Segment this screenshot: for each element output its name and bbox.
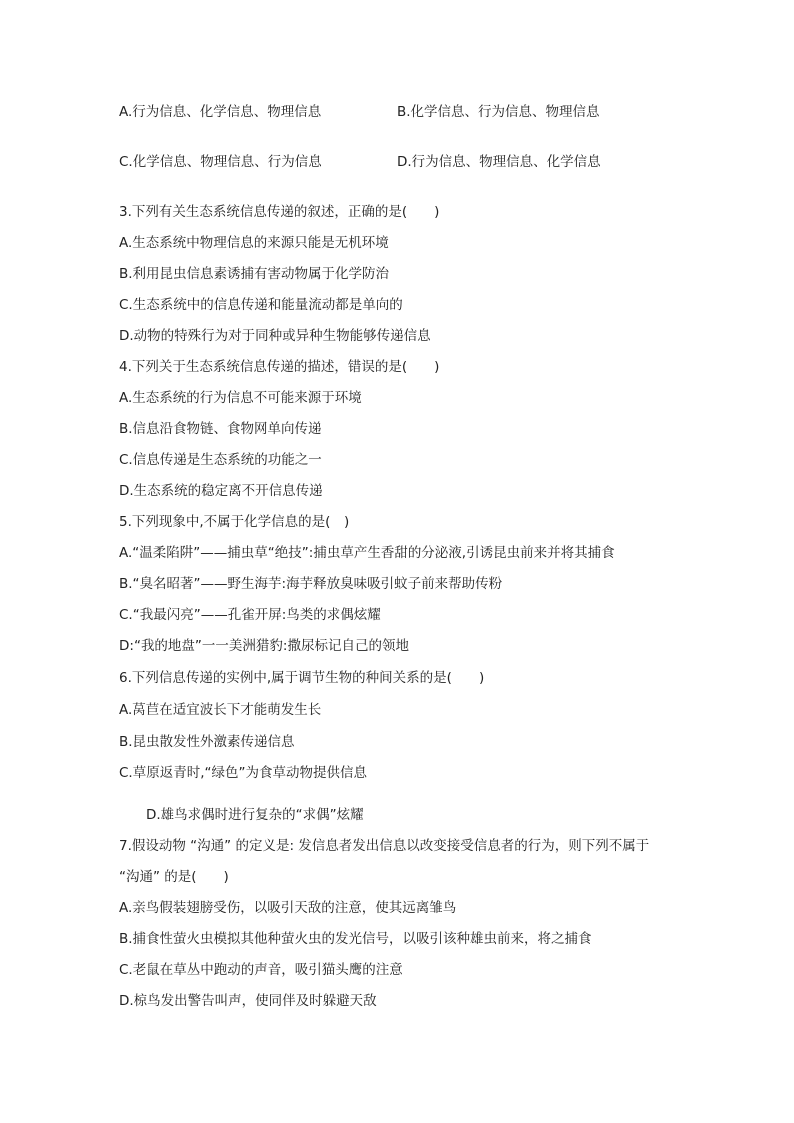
q4-option-b: B.信息沿食物链、食物网单向传递	[119, 421, 322, 437]
q4-option-d: D.生态系统的稳定离不开信息传递	[119, 483, 323, 499]
q2-option-d: D.行为信息、物理信息、化学信息	[397, 154, 601, 170]
q3-stem: 3.下列有关生态系统信息传递的叙述，正确的是( )	[119, 204, 440, 220]
q5-option-a: A.“温柔陷阱”——捕虫草“绝技”:捕虫草产生香甜的分泌液,引诱昆虫前来并将其捕食	[119, 545, 615, 561]
q7-option-c: C.老鼠在草丛中跑动的声音，吸引猫头鹰的注意	[119, 962, 403, 978]
q5-option-d: D:“我的地盘”一一美洲猎豹:撒尿标记自己的领地	[119, 638, 409, 654]
q2-option-a: A.行为信息、化学信息、物理信息	[119, 104, 322, 120]
q7-option-d: D.椋鸟发出警告叫声，使同伴及时躲避天敌	[119, 993, 377, 1009]
q4-option-a: A.生态系统的行为信息不可能来源于环境	[119, 390, 362, 406]
q5-option-b: B.“臭名昭著”——野生海芋:海芋释放臭味吸引蚊子前来帮助传粉	[119, 576, 503, 592]
q6-stem: 6.下列信息传递的实例中,属于调节生物的种间关系的是( )	[119, 670, 485, 686]
q7-stem-line1: 7.假设动物 “沟通” 的定义是: 发信息者发出信息以改变接受信息者的行为，则下列不属于	[119, 838, 650, 854]
q7-option-b: B.捕食性萤火虫模拟其他种萤火虫的发光信号，以吸引该种雄虫前来，将之捕食	[119, 931, 592, 947]
q3-option-c: C.生态系统中的信息传递和能量流动都是单向的	[119, 297, 403, 313]
q6-option-d: D.雄鸟求偶时进行复杂的“求偶”炫耀	[146, 807, 364, 823]
q2-option-c: C.化学信息、物理信息、行为信息	[119, 154, 322, 170]
q3-option-a: A.生态系统中物理信息的来源只能是无机环境	[119, 235, 389, 251]
q5-stem: 5.下列现象中,不属于化学信息的是( )	[119, 514, 350, 530]
q4-stem: 4.下列关于生态系统信息传递的描述，错误的是( )	[119, 359, 440, 375]
q2-option-b: B.化学信息、行为信息、物理信息	[397, 104, 600, 120]
q7-option-a: A.亲鸟假装翅膀受伤，以吸引天敌的注意，使其远离雏鸟	[119, 900, 457, 916]
q4-option-c: C.信息传递是生态系统的功能之一	[119, 452, 322, 468]
q6-option-a: A.莴苣在适宜波长下才能萌发生长	[119, 702, 322, 718]
q6-option-b: B.昆虫散发性外激素传递信息	[119, 734, 295, 750]
q5-option-c: C.“我最闪亮”——孔雀开屏:鸟类的求偶炫耀	[119, 607, 381, 623]
q7-stem-line2: “沟通” 的是( )	[119, 869, 229, 885]
q3-option-d: D.动物的特殊行为对于同种或异种生物能够传递信息	[119, 328, 431, 344]
q3-option-b: B.利用昆虫信息素诱捕有害动物属于化学防治	[119, 266, 390, 282]
q6-option-c: C.草原返青时,“绿色”为食草动物提供信息	[119, 765, 367, 781]
